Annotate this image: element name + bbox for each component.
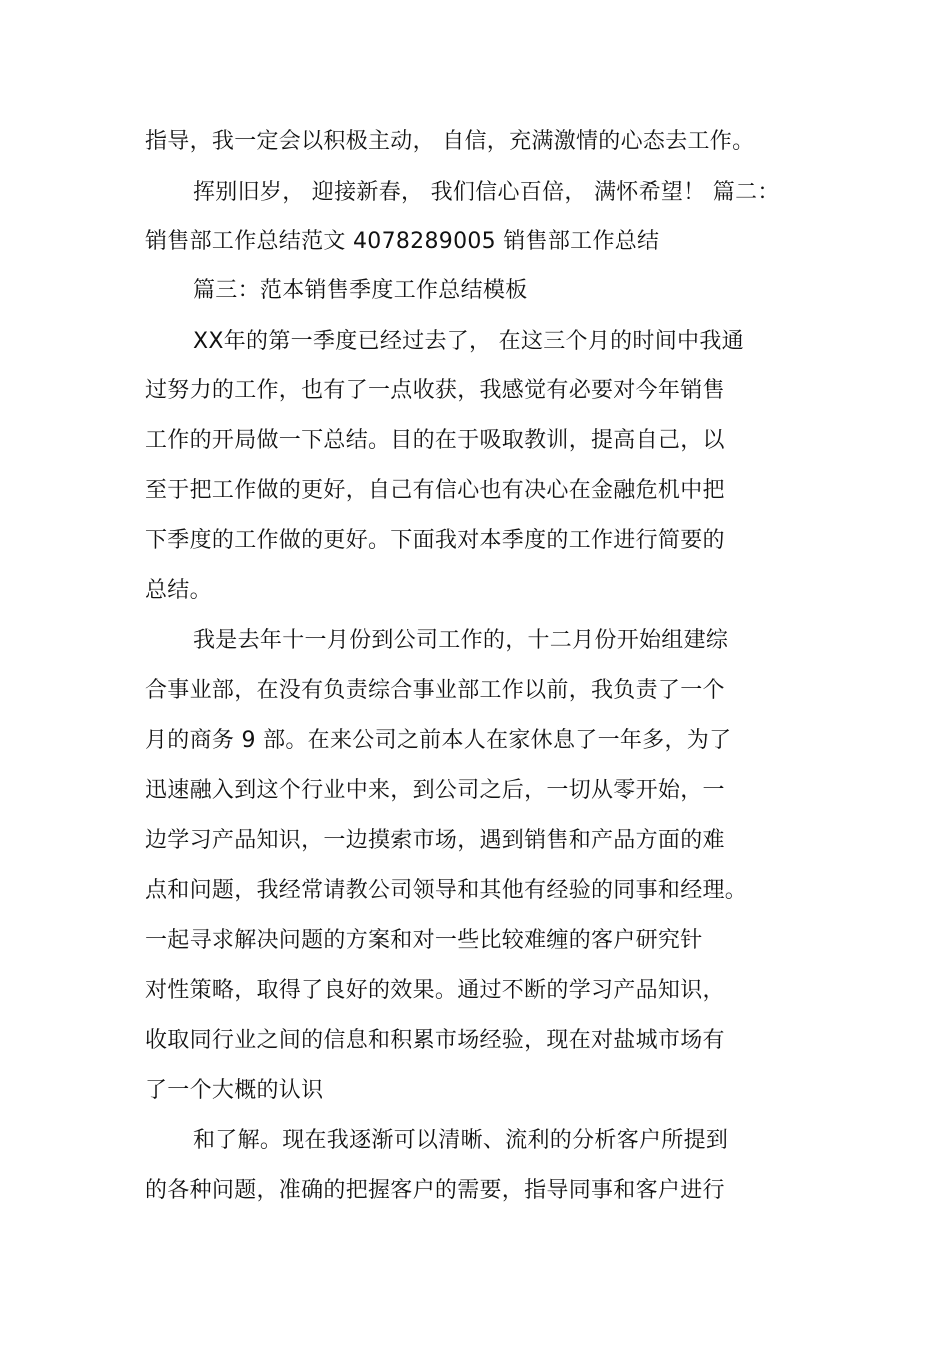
text-line: 挥别旧岁， 迎接新春， 我们信心百倍， 满怀希望！ 篇二： [193,180,780,205]
text-line: 对性策略，取得了良好的效果。通过不断的学习产品知识， [145,978,725,1003]
text-line: 迅速融入到这个行业中来，到公司之后，一切从零开始，一 [145,778,725,803]
text-line: 了一个大概的认识 [145,1078,324,1103]
text-line: 工作的开局做一下总结。目的在于吸取教训，提高自己，以 [145,428,725,453]
text-line: 指导，我一定会以积极主动， 自信，充满激情的心态去工作。 [145,129,755,154]
text-line: 边学习产品知识，一边摸索市场，遇到销售和产品方面的难 [145,828,725,853]
section-heading: 篇三：范本销售季度工作总结模板 [193,278,528,303]
text-line: 销售部工作总结范文 4078289005 销售部工作总结 [145,229,660,254]
text-line: 我是去年十一月份到公司工作的，十二月份开始组建综 [193,628,729,653]
text-line: 和了解。现在我逐渐可以清晰、流利的分析客户所提到 [193,1128,729,1153]
text-line: 合事业部，在没有负责综合事业部工作以前，我负责了一个 [145,678,725,703]
text-line: 下季度的工作做的更好。下面我对本季度的工作进行简要的 [145,528,725,553]
text-line: 月的商务 9 部。在来公司之前本人在家休息了一年多，为了 [145,728,732,753]
text-line: 过努力的工作，也有了一点收获，我感觉有必要对今年销售 [145,378,725,403]
text-line: 收取同行业之间的信息和积累市场经验，现在对盐城市场有 [145,1028,725,1053]
text-line: 总结。 [145,578,212,603]
text-line: 至于把工作做的更好，自己有信心也有决心在金融危机中把 [145,478,725,503]
text-line: XX年的第一季度已经过去了， 在这三个月的时间中我通 [193,329,744,354]
text-line: 一起寻求解决问题的方案和对一些比较难缠的客户研究针 [145,928,703,953]
text-line: 的各种问题，准确的把握客户的需要，指导同事和客户进行 [145,1178,725,1203]
text-line: 点和问题，我经常请教公司领导和其他有经验的同事和经理。 [145,878,748,903]
